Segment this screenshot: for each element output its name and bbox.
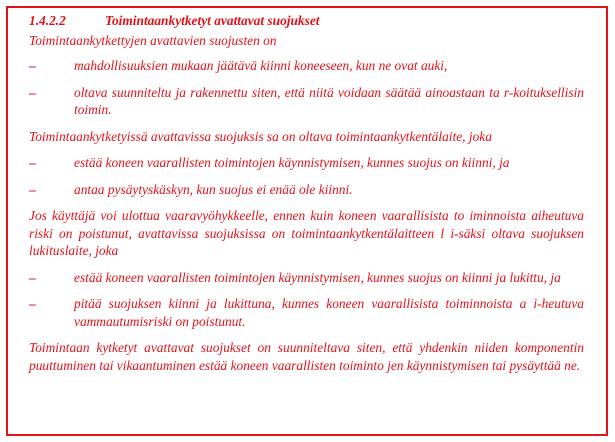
intro-paragraph-3: Jos käyttäjä voi ulottua vaaravyöhykkeelle, ennen kuin koneen vaarallisista to iminnoista aiheutuva riski on poistunut, avattavissa suojuksissa on toimintaankytkentälaitteen l i-säksi oltava suojuksen lukituslaite, joka bbox=[29, 208, 584, 258]
list-item-text: pitää suojuksen kiinni ja lukittuna, kunnes koneen vaarallisista toiminnoista a i-heutuva vammautumisriski on poistunut. bbox=[74, 296, 584, 329]
section-title: Toimintaankytketyt avattavat suojukset bbox=[105, 13, 320, 28]
list-item bbox=[29, 57, 584, 75]
bullet-dash: – bbox=[29, 181, 36, 197]
document-body bbox=[29, 12, 584, 374]
intro-paragraph-1: Toimintaankytkettyjen avattavien suojusten on bbox=[29, 32, 277, 48]
section-heading bbox=[29, 12, 584, 30]
list-item bbox=[29, 154, 584, 172]
list-item bbox=[29, 181, 584, 199]
list-item bbox=[29, 295, 584, 330]
section-number: 1.4.2.2 bbox=[29, 13, 66, 28]
list-item-text: mahdollisuuksien mukaan jäätävä kiinni koneeseen, kun ne ovat auki, bbox=[74, 58, 448, 73]
closing-paragraph: Toimintaan kytketyt avattavat suojukset on suunniteltava siten, että yhdenkin niiden komponentin puuttuminen tai vikaantuminen estää koneen vaarallisten toiminto jen käynnistymisen tai pysäyttää ne. bbox=[29, 340, 584, 373]
list-item-text: oltava suunniteltu ja rakennettu siten, että niitä voidaan säätää ainoastaan ta r-koituksellisin toimin. bbox=[74, 84, 584, 117]
list-item-text: antaa pysäytyskäskyn, kun suojus ei enää ole kiinni. bbox=[74, 181, 353, 197]
bullet-dash: – bbox=[29, 296, 36, 311]
bullet-dash: – bbox=[29, 84, 36, 100]
list-item bbox=[29, 84, 584, 119]
intro-paragraph-2: Toimintaankytketyissä avattavissa suojuksis sa on oltava toimintaankytkentälaite, joka bbox=[29, 128, 492, 144]
list-item bbox=[29, 269, 584, 287]
bullet-dash: – bbox=[29, 58, 36, 73]
list-item-text: estää koneen vaarallisten toimintojen käynnistymisen, kunnes suojus on kiinni ja lukittu, ja bbox=[74, 269, 561, 285]
bullet-dash: – bbox=[29, 155, 36, 170]
bullet-dash: – bbox=[29, 269, 36, 285]
list-item-text: estää koneen vaarallisten toimintojen käynnistymisen, kunnes suojus on kiinni, ja bbox=[74, 155, 510, 170]
